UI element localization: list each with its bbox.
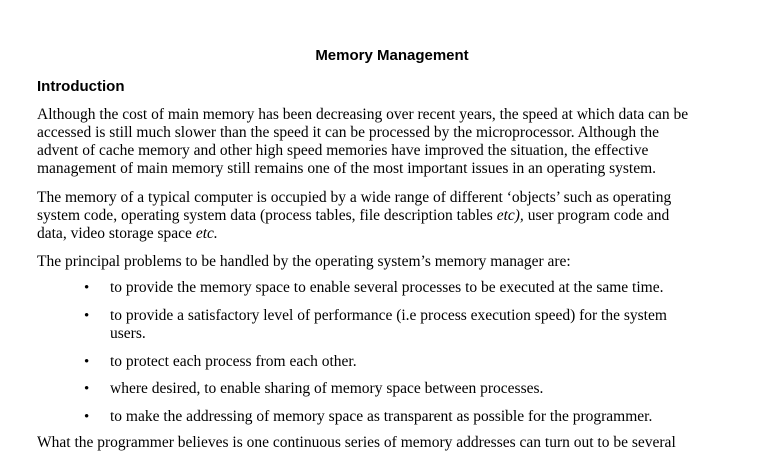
list-item-text	[110, 307, 716, 343]
list-item-line: users.	[110, 325, 146, 342]
list-item-line: to provide a satisfactory level of performance (i.e process execution speed) for the system	[110, 307, 667, 324]
italic-text: etc),	[496, 207, 524, 224]
list-item-text	[110, 408, 716, 426]
text-run: user program code and	[523, 207, 670, 224]
list-item-line: where desired, to enable sharing of memory space between processes.	[110, 380, 544, 397]
list-item-line: to make the addressing of memory space as transparent as possible for the programmer.	[110, 408, 653, 425]
section-heading: Introduction	[37, 78, 125, 95]
paragraph-line: Although the cost of main memory has been decreasing over recent years, the speed at which data can be	[37, 106, 689, 123]
italic-text: etc.	[195, 225, 218, 242]
text-run: data, video storage space	[37, 225, 196, 242]
bullet-icon: •	[84, 381, 90, 397]
paragraph-line: The memory of a typical computer is occupied by a wide range of different ‘objects’ such as operating	[37, 189, 672, 206]
paragraph-cutoff-line: What the programmer believes is one continuous series of memory addresses can turn out to be several	[37, 434, 676, 451]
document-title: Memory Management	[315, 47, 469, 64]
paragraph-line: advent of cache memory and other high speed memories have improved the situation, the effective	[37, 142, 649, 159]
bullet-icon: •	[84, 409, 90, 425]
bullet-icon: •	[84, 308, 90, 324]
paragraph-line: management of main memory still remains one of the most important issues in an operating system.	[37, 160, 657, 177]
paragraph-line: accessed is still much slower than the speed it can be processed by the microprocessor. Although the	[37, 124, 659, 141]
list-item-text	[110, 279, 716, 297]
list-item-line: to provide the memory space to enable several processes to be executed at the same time.	[110, 279, 664, 296]
list-item-text	[110, 380, 716, 398]
bullet-icon: •	[84, 354, 90, 370]
text-run: system code, operating system data (process tables, file description tables	[37, 207, 497, 224]
list-item-line: to protect each process from each other.	[110, 353, 357, 370]
paragraph-principal-problems: The principal problems to be handled by the operating system’s memory manager are:	[37, 253, 571, 270]
list-item-text	[110, 353, 716, 371]
bullet-icon: •	[84, 280, 90, 296]
